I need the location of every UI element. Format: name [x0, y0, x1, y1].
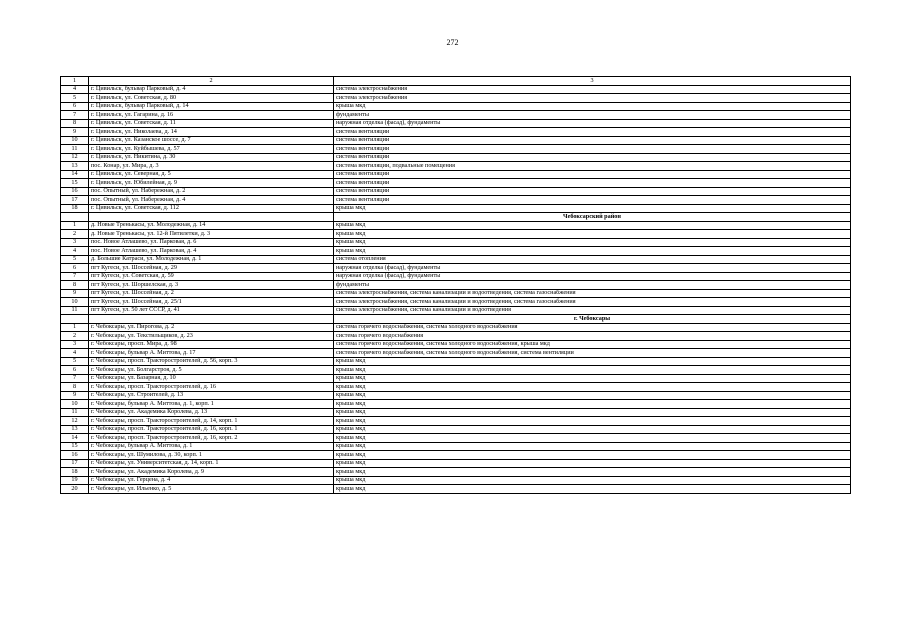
row-number: 7	[61, 374, 89, 383]
section-header-row	[61, 315, 851, 324]
row-number: 8	[61, 119, 89, 128]
header-cell-work: 3	[334, 77, 851, 86]
row-number: 1	[61, 323, 89, 332]
table-row	[61, 247, 851, 256]
table-row	[61, 272, 851, 281]
table-row	[61, 179, 851, 188]
table-row	[61, 408, 851, 417]
section-empty-cell	[61, 213, 89, 222]
section-empty-cell	[89, 315, 334, 324]
row-work-type: система отопления	[334, 255, 851, 264]
table-row	[61, 366, 851, 375]
row-number: 6	[61, 264, 89, 273]
table-row	[61, 468, 851, 477]
row-work-type: крыша мкд	[334, 383, 851, 392]
row-work-type: система вентиляции	[334, 170, 851, 179]
table-row	[61, 289, 851, 298]
row-number: 10	[61, 400, 89, 409]
repair-registry-table	[60, 76, 851, 494]
table-row	[61, 119, 851, 128]
table-row	[61, 111, 851, 120]
row-address: г. Цивильск, ул. Николаева, д. 14	[89, 128, 334, 137]
row-number: 5	[61, 255, 89, 264]
table-row	[61, 128, 851, 137]
table-row	[61, 383, 851, 392]
row-work-type: наружная отделка (фасад), фундаменты	[334, 272, 851, 281]
table-row	[61, 400, 851, 409]
row-number: 3	[61, 238, 89, 247]
row-address: пгт Кугеси, ул. 50 лет СССР, д. 41	[89, 306, 334, 315]
row-number: 19	[61, 476, 89, 485]
row-number: 8	[61, 383, 89, 392]
row-number: 14	[61, 434, 89, 443]
row-work-type: крыша мкд	[334, 221, 851, 230]
row-address: г. Чебоксары, просп. Тракторостроителей, д. 16, корп. 1	[89, 425, 334, 434]
section-empty-cell	[61, 315, 89, 324]
row-number: 13	[61, 425, 89, 434]
table-row	[61, 357, 851, 366]
row-work-type: крыша мкд	[334, 476, 851, 485]
row-address: г. Чебоксары, ул. Болгарстроя, д. 5	[89, 366, 334, 375]
row-address: пос. Новое Атлашево, ул. Парковая, д. 6	[89, 238, 334, 247]
row-work-type: система вентиляции, подвальные помещения	[334, 162, 851, 171]
table-row	[61, 374, 851, 383]
row-address: г. Чебоксары, бульвар А. Миттова, д. 1, корп. 1	[89, 400, 334, 409]
row-address: пос. Новое Атлашево, ул. Парковая, д. 4	[89, 247, 334, 256]
row-address: г. Чебоксары, ул. Пирогова, д. 2	[89, 323, 334, 332]
table-row	[61, 162, 851, 171]
table-row	[61, 340, 851, 349]
row-number: 18	[61, 204, 89, 213]
table-row	[61, 85, 851, 94]
row-work-type: система электроснабжения, система канализации и водоотведения, система газоснабжения	[334, 298, 851, 307]
row-number: 1	[61, 221, 89, 230]
row-number: 4	[61, 247, 89, 256]
table-row	[61, 187, 851, 196]
row-address: г. Чебоксары, бульвар А. Миттова, д. 1	[89, 442, 334, 451]
table-row	[61, 349, 851, 358]
row-address: г. Чебоксары, бульвар А. Миттова, д. 17	[89, 349, 334, 358]
row-work-type: система вентиляции	[334, 196, 851, 205]
row-work-type: крыша мкд	[334, 391, 851, 400]
row-number: 3	[61, 340, 89, 349]
row-address: пос. Опытный, ул. Набережная, д. 4	[89, 196, 334, 205]
registry-table-body	[61, 77, 851, 494]
row-number: 12	[61, 417, 89, 426]
row-number: 15	[61, 179, 89, 188]
row-address: г. Цивильск, бульвар Парковый, д. 14	[89, 102, 334, 111]
row-number: 15	[61, 442, 89, 451]
row-address: д. Новые Тренькасы, ул. Молодежная, д. 14	[89, 221, 334, 230]
table-row	[61, 332, 851, 341]
row-work-type: крыша мкд	[334, 357, 851, 366]
row-work-type: крыша мкд	[334, 400, 851, 409]
row-work-type: крыша мкд	[334, 451, 851, 460]
row-address: г. Цивильск, ул. Гагарина, д. 16	[89, 111, 334, 120]
table-row	[61, 221, 851, 230]
row-work-type: крыша мкд	[334, 247, 851, 256]
table-row	[61, 170, 851, 179]
table-row	[61, 145, 851, 154]
table-row	[61, 417, 851, 426]
row-number: 9	[61, 289, 89, 298]
row-address: г. Цивильск, бульвар Парковый, д. 4	[89, 85, 334, 94]
table-row	[61, 442, 851, 451]
row-address: г. Чебоксары, ул. Шумилова, д. 30, корп. 1	[89, 451, 334, 460]
row-address: г. Цивильск, ул. Никитина, д. 30	[89, 153, 334, 162]
row-work-type: система вентиляции	[334, 153, 851, 162]
row-address: г. Чебоксары, просп. Тракторостроителей, д. 56, корп. 3	[89, 357, 334, 366]
row-address: г. Чебоксары, ул. Базарная, д. 10	[89, 374, 334, 383]
table-row	[61, 230, 851, 239]
row-address: г. Чебоксары, ул. Университетская, д. 14, корп. 1	[89, 459, 334, 468]
row-number: 10	[61, 136, 89, 145]
row-number: 5	[61, 357, 89, 366]
row-work-type: система вентиляции	[334, 179, 851, 188]
row-number: 7	[61, 272, 89, 281]
row-address: г. Чебоксары, ул. Академика Королева, д. 9	[89, 468, 334, 477]
row-number: 14	[61, 170, 89, 179]
row-address: г. Цивильск, ул. Казанское шоссе, д. 7	[89, 136, 334, 145]
row-work-type: система горячего водоснабжения	[334, 332, 851, 341]
table-row	[61, 306, 851, 315]
row-number: 2	[61, 332, 89, 341]
row-work-type: крыша мкд	[334, 408, 851, 417]
row-work-type: крыша мкд	[334, 230, 851, 239]
section-empty-cell	[89, 213, 334, 222]
header-cell-number: 1	[61, 77, 89, 86]
table-row	[61, 451, 851, 460]
row-address: пос. Конар, ул. Мира, д. 3	[89, 162, 334, 171]
table-row	[61, 323, 851, 332]
row-address: пгт Кугеси, ул. Шоссейная, д. 25/1	[89, 298, 334, 307]
row-address: д. Новые Тренькасы, ул. 12-й Пятилетки, д. 3	[89, 230, 334, 239]
row-number: 10	[61, 298, 89, 307]
row-work-type: система электроснабжения, система канализации и водоотведения, система газоснабжения	[334, 289, 851, 298]
row-address: г. Чебоксары, ул. Академика Королева, д. 13	[89, 408, 334, 417]
row-work-type: крыша мкд	[334, 238, 851, 247]
row-number: 8	[61, 281, 89, 290]
row-work-type: крыша мкд	[334, 442, 851, 451]
row-number: 6	[61, 102, 89, 111]
row-work-type: система горячего водоснабжения, система холодного водоснабжения, система вентиляции	[334, 349, 851, 358]
row-work-type: фундаменты	[334, 111, 851, 120]
row-number: 4	[61, 349, 89, 358]
row-work-type: крыша мкд	[334, 459, 851, 468]
table-row	[61, 391, 851, 400]
section-title: Чебоксарский район	[334, 213, 851, 222]
row-number: 11	[61, 145, 89, 154]
row-address: г. Чебоксары, просп. Тракторостроителей, д. 14, корп. 1	[89, 417, 334, 426]
row-address: г. Чебоксары, ул. Ильенко, д. 5	[89, 485, 334, 494]
row-address: г. Чебоксары, просп. Мира, д. 98	[89, 340, 334, 349]
row-work-type: система вентиляции	[334, 136, 851, 145]
row-address: г. Чебоксары, просп. Тракторостроителей, д. 16, корп. 2	[89, 434, 334, 443]
row-number: 20	[61, 485, 89, 494]
row-work-type: система электроснабжения	[334, 85, 851, 94]
row-number: 17	[61, 459, 89, 468]
table-row	[61, 425, 851, 434]
table-header-row	[61, 77, 851, 86]
row-number: 12	[61, 153, 89, 162]
table-row	[61, 196, 851, 205]
row-address: г. Чебоксары, просп. Тракторостроителей, д. 16	[89, 383, 334, 392]
row-work-type: крыша мкд	[334, 366, 851, 375]
row-address: г. Цивильск, ул. Северная, д. 5	[89, 170, 334, 179]
row-work-type: крыша мкд	[334, 204, 851, 213]
row-work-type: система вентиляции	[334, 145, 851, 154]
row-address: г. Чебоксары, ул. Герцена, д. 4	[89, 476, 334, 485]
row-address: пос. Опытный, ул. Набережная, д. 2	[89, 187, 334, 196]
table-row	[61, 238, 851, 247]
row-number: 11	[61, 306, 89, 315]
section-title: г. Чебоксары	[334, 315, 851, 324]
row-number: 5	[61, 94, 89, 103]
row-work-type: фундаменты	[334, 281, 851, 290]
table-row	[61, 485, 851, 494]
table-row	[61, 255, 851, 264]
row-number: 16	[61, 451, 89, 460]
row-address: пгт Кугеси, ул. Шоршелская, д. 3	[89, 281, 334, 290]
row-address: г. Цивильск, ул. Юбилейная, д. 9	[89, 179, 334, 188]
section-header-row	[61, 213, 851, 222]
row-number: 7	[61, 111, 89, 120]
table-row	[61, 153, 851, 162]
row-number: 4	[61, 85, 89, 94]
row-address: пгт Кугеси, ул. Шоссейная, д. 29	[89, 264, 334, 273]
row-work-type: система электроснабжения	[334, 94, 851, 103]
table-row	[61, 476, 851, 485]
row-address: г. Цивильск, ул. Советская, д. 80	[89, 94, 334, 103]
row-address: г. Чебоксары, ул. Строителей, д. 13	[89, 391, 334, 400]
row-work-type: система горячего водоснабжения, система холодного водоснабжения, крыша мкд	[334, 340, 851, 349]
table-row	[61, 94, 851, 103]
row-work-type: система вентиляции	[334, 187, 851, 196]
row-address: пгт Кугеси, ул. Советская, д. 59	[89, 272, 334, 281]
row-address: д. Большие Катраси, ул. Молодежная, д. 1	[89, 255, 334, 264]
row-number: 16	[61, 187, 89, 196]
header-cell-address: 2	[89, 77, 334, 86]
row-number: 9	[61, 391, 89, 400]
row-work-type: крыша мкд	[334, 425, 851, 434]
row-work-type: крыша мкд	[334, 468, 851, 477]
row-work-type: крыша мкд	[334, 374, 851, 383]
table-row	[61, 264, 851, 273]
row-work-type: система электроснабжения, система канализации и водоотведения	[334, 306, 851, 315]
row-number: 17	[61, 196, 89, 205]
row-work-type: система вентиляции	[334, 128, 851, 137]
row-address: г. Цивильск, ул. Советская, д. 11	[89, 119, 334, 128]
table-row	[61, 298, 851, 307]
table-row	[61, 434, 851, 443]
row-number: 11	[61, 408, 89, 417]
page-number: 272	[446, 38, 459, 47]
row-number: 9	[61, 128, 89, 137]
row-number: 18	[61, 468, 89, 477]
table-row	[61, 136, 851, 145]
row-work-type: крыша мкд	[334, 434, 851, 443]
row-work-type: крыша мкд	[334, 417, 851, 426]
table-row	[61, 102, 851, 111]
row-work-type: наружная отделка (фасад), фундаменты	[334, 264, 851, 273]
row-address: пгт Кугеси, ул. Шоссейная, д. 2	[89, 289, 334, 298]
row-number: 2	[61, 230, 89, 239]
row-work-type: наружная отделка (фасад), фундаменты	[334, 119, 851, 128]
row-address: г. Цивильск, ул. Куйбышева, д. 57	[89, 145, 334, 154]
table-row	[61, 204, 851, 213]
table-row	[61, 459, 851, 468]
row-address: г. Цивильск, ул. Советская, д. 112	[89, 204, 334, 213]
row-number: 6	[61, 366, 89, 375]
row-work-type: крыша мкд	[334, 102, 851, 111]
row-work-type: система горячего водоснабжения, система холодного водоснабжения	[334, 323, 851, 332]
row-address: г. Чебоксары, ул. Текстильщиков, д. 23	[89, 332, 334, 341]
row-number: 13	[61, 162, 89, 171]
table-row	[61, 281, 851, 290]
row-work-type: крыша мкд	[334, 485, 851, 494]
